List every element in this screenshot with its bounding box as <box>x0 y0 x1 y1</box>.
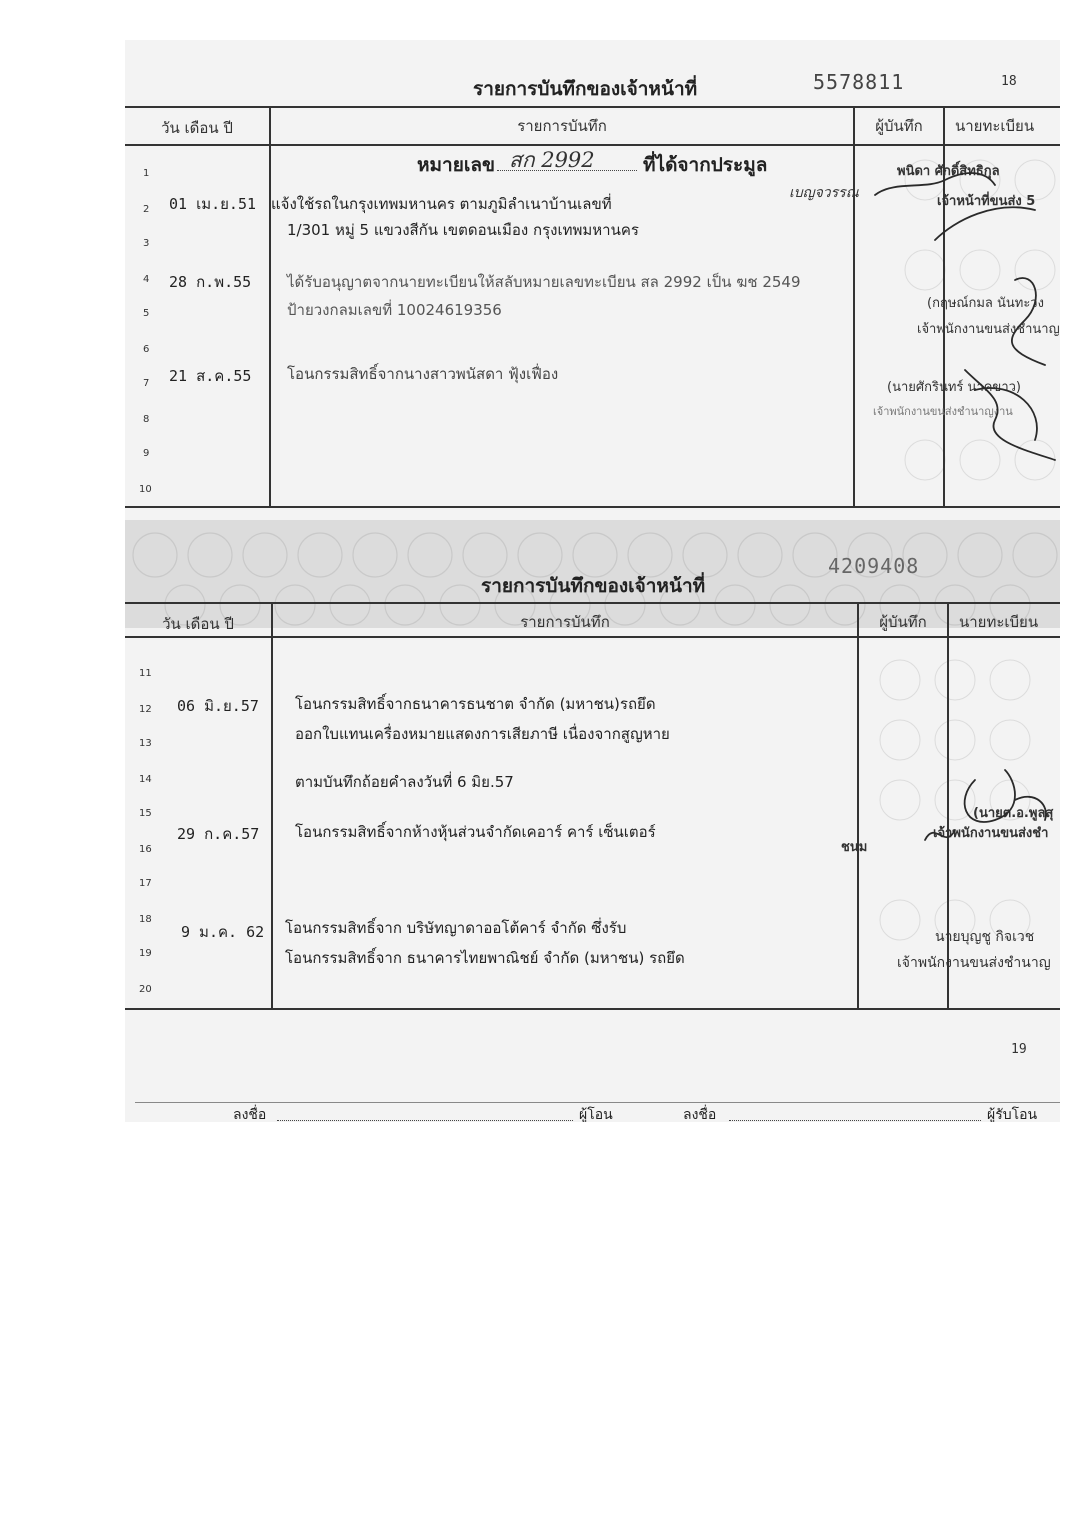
entry-date: 06 มิ.ย.57 <box>177 697 259 715</box>
section2-top-rule <box>125 602 1060 604</box>
entry-text: โอนกรรมสิทธิ์จากห้างหุ้นส่วนจำกัดเคอาร์ คาร์ เซ็นเตอร์ <box>295 823 656 841</box>
section2-header-entries: รายการบันทึก <box>520 613 610 631</box>
registrar-title: เจ้าหน้าที่ขนส่ง 5 <box>937 194 1036 209</box>
entry-text: ป้ายวงกลมเลขที่ 10024619356 <box>287 301 502 319</box>
plate-prefix: หมายเลข <box>417 154 495 176</box>
footer-rule <box>135 1102 1060 1103</box>
line-number: 9 <box>143 448 150 459</box>
section2-handwritten-number: 4209408 <box>828 554 920 578</box>
entry-text: โอนกรรมสิทธิ์จากธนาคารธนชาต จำกัด (มหาชน)รถยึด <box>295 695 656 713</box>
line-number: 18 <box>139 914 152 925</box>
registrar-name: (นายศักรินทร์ นาคขาว) <box>887 380 1021 395</box>
registry-page <box>125 40 1060 1122</box>
registrar-name: (กฤษณ์กมล นันทะวง <box>927 296 1044 311</box>
section1-title: รายการบันทึกของเจ้าหน้าที่ <box>473 78 698 100</box>
line-number: 11 <box>139 668 152 679</box>
handwritten-signature-2 <box>865 760 1060 860</box>
recorder-signature: ชนม <box>841 840 868 855</box>
registrar-title: เจ้าพนักงานขนส่งชำ <box>933 826 1049 841</box>
entry-text: ออกใบแทนเครื่องหมายแสดงการเสียภาษี เนื่องจากสูญหาย <box>295 725 670 743</box>
section1-header-entries: รายการบันทึก <box>517 117 607 135</box>
section1-header-registrar: นายทะเบียน <box>955 117 1035 135</box>
section1-bottom-rule <box>125 506 1060 508</box>
footer-transferor-label: ผู้โอน <box>579 1107 613 1122</box>
section2-header-recorder: ผู้บันทึก <box>879 613 927 631</box>
entry-date: 21 ส.ค.55 <box>169 367 252 385</box>
entry-date: 29 ก.ค.57 <box>177 825 260 843</box>
line-number: 16 <box>139 844 152 855</box>
line-number: 6 <box>143 344 150 355</box>
registrar-name: (นายต.อ.พูลสุ <box>973 806 1054 821</box>
entry-text: แจ้งใช้รถในกรุงเทพมหานคร ตามภูมิลำเนาบ้านเลขที่ <box>271 195 612 213</box>
line-number: 7 <box>143 378 150 389</box>
line-number: 8 <box>143 414 150 425</box>
plate-suffix: ที่ได้จากประมูล <box>643 154 768 176</box>
handwritten-signatures <box>845 150 1060 480</box>
entry-text: โอนกรรมสิทธิ์จาก ธนาคารไทยพาณิชย์ จำกัด (มหาชน) รถยึด <box>285 949 685 967</box>
recorder-signature: เบญจวรรณ <box>789 185 859 201</box>
line-number: 13 <box>139 738 152 749</box>
line-number: 19 <box>139 948 152 959</box>
line-number: 2 <box>143 204 150 215</box>
registrar-name: นายบุญชู กิจเวช <box>935 929 1035 945</box>
section1-header-date: วัน เดือน ปี <box>161 119 233 137</box>
line-number: 20 <box>139 984 152 995</box>
plate-number-handwritten: สก 2992 <box>509 148 595 172</box>
section1-page-number: 18 <box>1001 74 1017 89</box>
footer-sign-label-2: ลงชื่อ <box>683 1107 717 1122</box>
section2-page-number: 19 <box>1011 1042 1027 1057</box>
registrar-title: เจ้าพนักงานขนส่งชำนาญ <box>897 955 1051 971</box>
line-number: 5 <box>143 308 150 319</box>
section2-header-registrar: นายทะเบียน <box>959 613 1039 631</box>
line-number: 14 <box>139 774 152 785</box>
section2-col-rule-1 <box>271 602 273 1008</box>
entry-date: 28 ก.พ.55 <box>169 273 252 291</box>
footer-sign-label-1: ลงชื่อ <box>233 1107 267 1122</box>
section1-handwritten-number: 5578811 <box>813 70 905 94</box>
section2-title: รายการบันทึกของเจ้าหน้าที่ <box>481 575 706 597</box>
line-number: 12 <box>139 704 152 715</box>
section1-top-rule <box>125 106 1060 108</box>
registrar-title: เจ้าพนักงานขนส่งชำนาญงาน <box>873 405 1013 418</box>
section1-header-recorder: ผู้บันทึก <box>875 117 923 135</box>
line-number: 17 <box>139 878 152 889</box>
entry-text: โอนกรรมสิทธิ์จากนางสาวพนัสดา ฟุ้งเฟื่อง <box>287 365 559 383</box>
section2-col-rule-2 <box>857 602 859 1008</box>
footer-signature-line-2 <box>729 1120 981 1121</box>
entry-text: 1/301 หมู่ 5 แขวงสีกัน เขตดอนเมือง กรุงเทพมหานคร <box>287 221 639 239</box>
entry-date: 9 ม.ค. 62 <box>181 923 265 941</box>
registrar-name: พนิดา ศักดิ์สิทธิกุล <box>897 164 1000 179</box>
registrar-title: เจ้าพนักงานขนส่งชำนาญ <box>917 322 1060 337</box>
section2-header-rule <box>125 636 1060 638</box>
entry-text: ตามบันทึกถ้อยคำลงวันที่ 6 มิย.57 <box>295 773 514 791</box>
section2-header-date: วัน เดือน ปี <box>162 615 234 633</box>
line-number: 3 <box>143 238 150 249</box>
section1-col-rule-1 <box>269 106 271 506</box>
line-number: 10 <box>139 484 152 495</box>
entry-date: 01 เม.ย.51 <box>169 195 257 213</box>
section2-bottom-rule <box>125 1008 1060 1010</box>
footer-signature-line-1 <box>277 1120 573 1121</box>
line-number: 1 <box>143 168 150 179</box>
footer-transferee-label: ผู้รับโอน <box>987 1107 1038 1122</box>
line-number: 4 <box>143 274 150 285</box>
entry-text: ได้รับอนุญาตจากนายทะเบียนให้สลับหมายเลขทะเบียน สล 2992 เป็น ฆช 2549 <box>287 273 801 291</box>
line-number: 15 <box>139 808 152 819</box>
entry-text: โอนกรรมสิทธิ์จาก บริษัทญาดาออโต้คาร์ จำกัด ซึ่งรับ <box>285 919 627 937</box>
